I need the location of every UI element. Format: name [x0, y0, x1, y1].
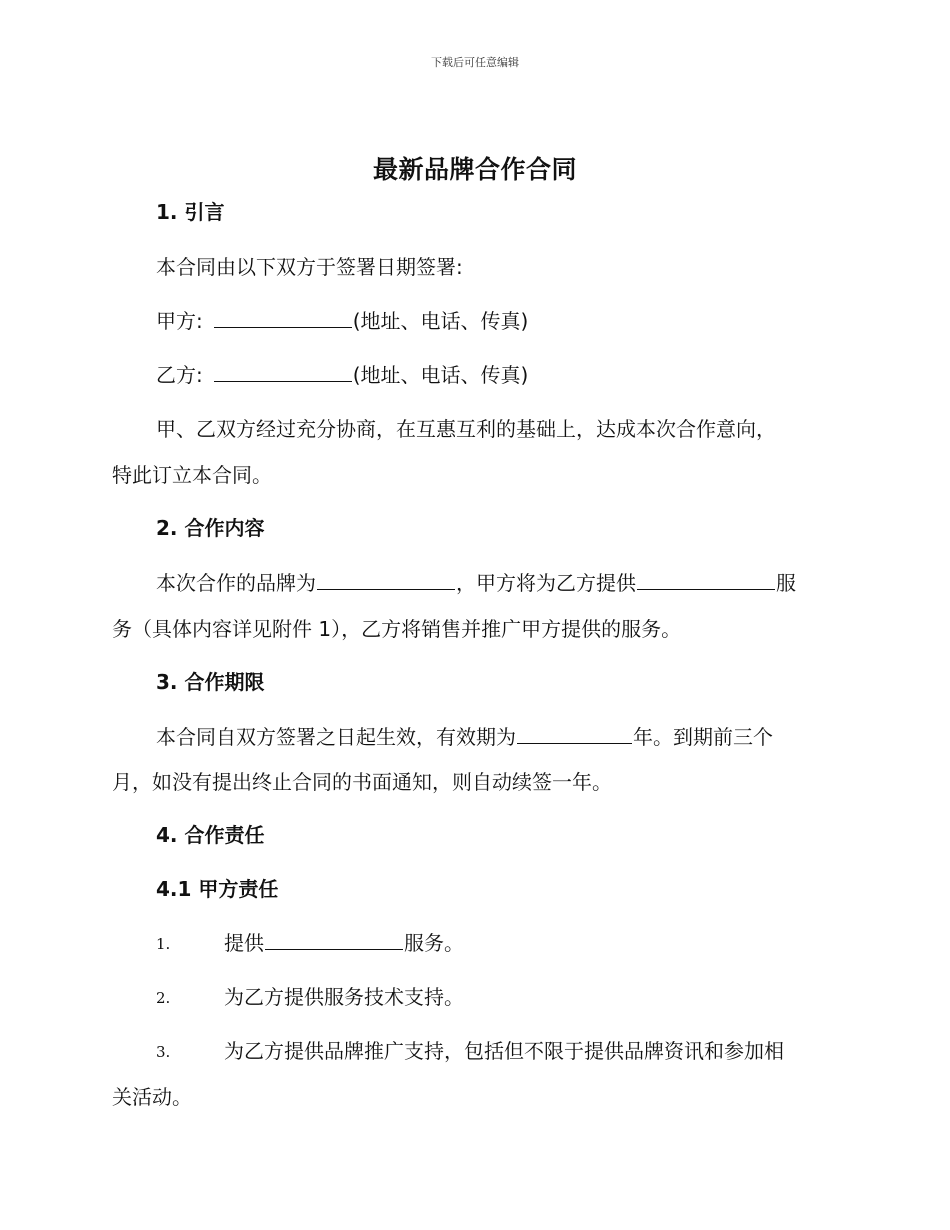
list-item-2: 为乙方提供服务技术支持。 — [224, 985, 464, 1009]
party-a-suffix: (地址、电话、传真) — [352, 309, 529, 333]
intro-agreement-line1: 甲、乙双方经过充分协商，在互惠互利的基础上，达成本次合作意向， — [156, 417, 776, 441]
party-b-label: 乙方: — [156, 363, 203, 387]
list-item-1-text-b: 服务。 — [404, 931, 464, 955]
provide-service-blank — [265, 929, 403, 950]
document-title: 最新品牌合作合同 — [372, 155, 577, 184]
section-heading-intro: 1. 引言 — [156, 200, 225, 224]
subsection-heading-party-a: 4.1 甲方责任 — [156, 877, 279, 901]
content-text-a: 本次合作的品牌为 — [156, 571, 316, 595]
party-a-line — [156, 307, 528, 335]
content-text-b: ，甲方将为乙方提供 — [456, 571, 636, 595]
party-b-blank — [214, 361, 352, 382]
term-text-b: 年。到期前三个 — [633, 725, 773, 749]
brand-blank — [317, 569, 455, 590]
party-a-label: 甲方: — [156, 309, 203, 333]
term-years-blank — [517, 723, 632, 744]
term-line2: 月，如没有提出终止合同的书面通知，则自动续签一年。 — [112, 770, 612, 794]
header-note: 下载后可任意编辑 — [431, 56, 519, 69]
term-text-a: 本合同自双方签署之日起生效，有效期为 — [156, 725, 516, 749]
list-item-1 — [224, 929, 464, 957]
service-blank — [637, 569, 775, 590]
content-line1 — [156, 569, 796, 597]
intro-paragraph: 本合同由以下双方于签署日期签署: — [156, 255, 463, 279]
list-item-3: 为乙方提供品牌推广支持，包括但不限于提供品牌资讯和参加相 — [224, 1039, 784, 1063]
section-heading-content: 2. 合作内容 — [156, 516, 265, 540]
list-number: 2. — [156, 989, 171, 1007]
content-line2: 务（具体内容详见附件 1），乙方将销售并推广甲方提供的服务。 — [112, 617, 682, 641]
list-item-3-continued: 关活动。 — [112, 1085, 192, 1109]
list-number: 1. — [156, 935, 171, 953]
party-a-blank — [214, 307, 352, 328]
party-b-line — [156, 361, 528, 389]
intro-agreement-line2: 特此订立本合同。 — [112, 463, 272, 487]
list-item-1-text-a: 提供 — [224, 931, 264, 955]
party-b-suffix: (地址、电话、传真) — [352, 363, 529, 387]
term-line1 — [156, 723, 773, 751]
section-heading-term: 3. 合作期限 — [156, 670, 265, 694]
section-heading-responsibility: 4. 合作责任 — [156, 823, 265, 847]
content-text-c: 服 — [776, 571, 796, 595]
list-number: 3. — [156, 1043, 171, 1061]
